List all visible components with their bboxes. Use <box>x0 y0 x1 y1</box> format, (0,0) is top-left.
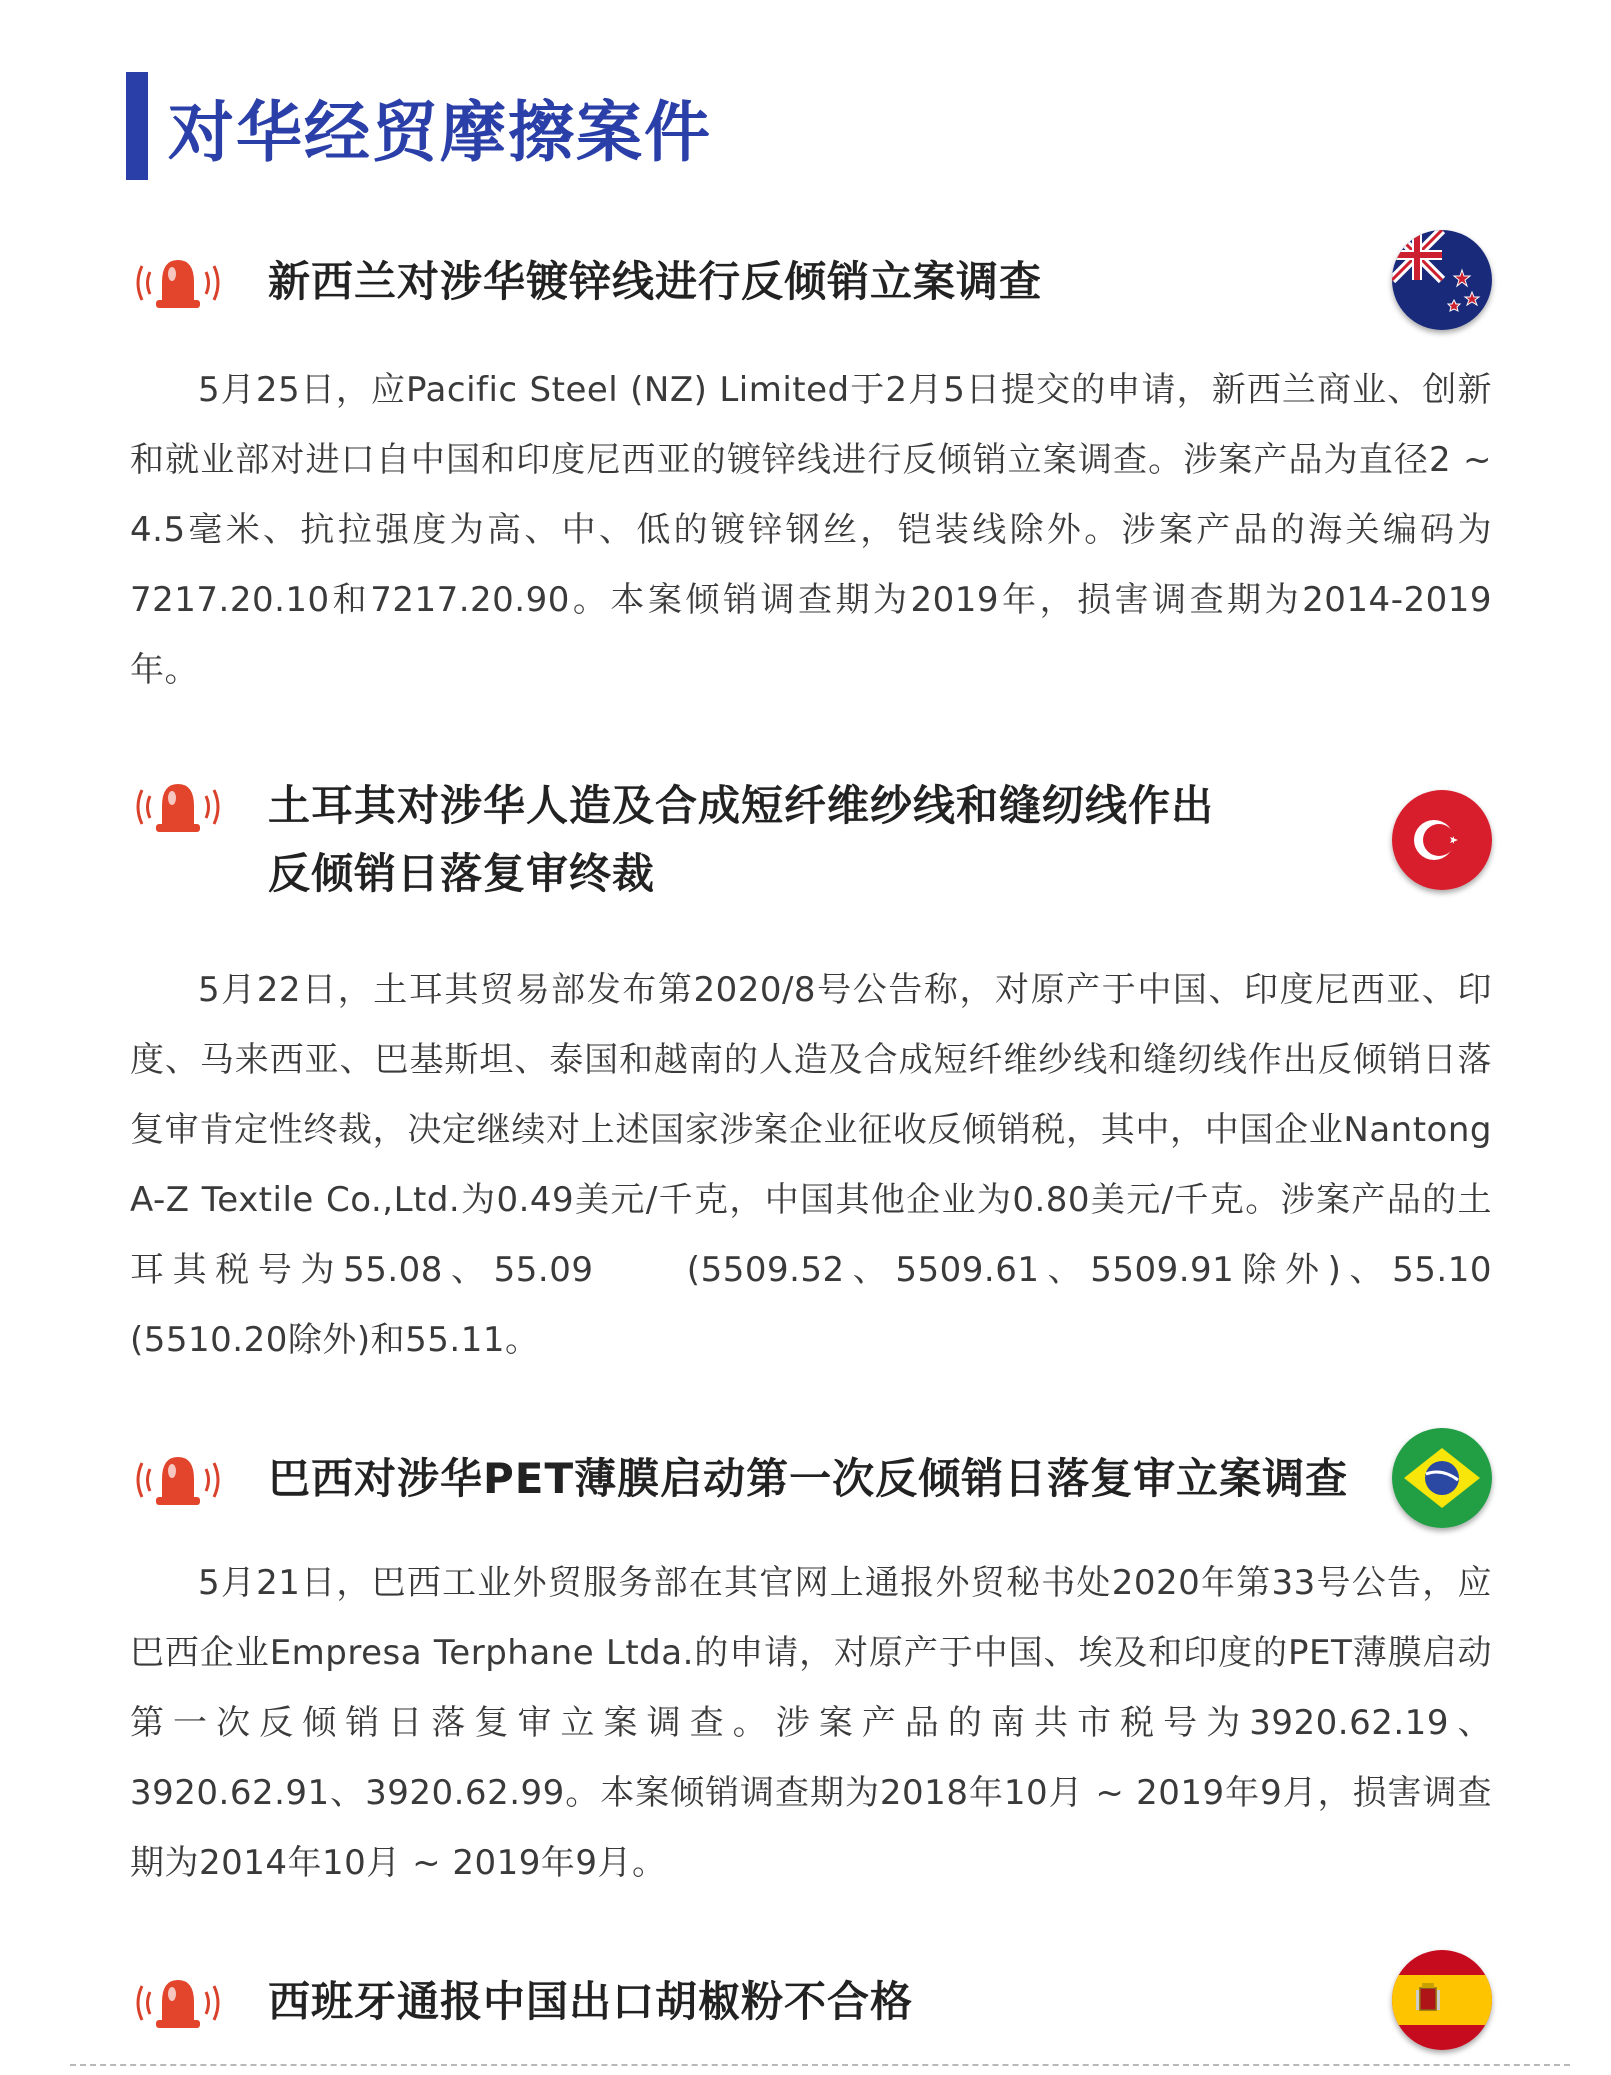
page-title: 对华经贸摩擦案件 <box>168 93 712 171</box>
spain-flag-icon <box>1392 1950 1492 2050</box>
brazil-flag-icon <box>1392 1428 1492 1528</box>
header-accent-bar <box>126 72 148 180</box>
case-title <box>268 1445 1348 1513</box>
alarm-bell-icon <box>128 248 228 318</box>
case-title-line: 土耳其对涉华人造及合成短纤维纱线和缝纫线作出 <box>268 781 1215 830</box>
case-body: 5月25日，应Pacific Steel (NZ) Limited于2月5日提交的申请，新西兰商业、创新和就业部对进口自中国和印度尼西亚的镀锌线进行反倾销立案调查。涉案产品为直径2 ~ 4.5毫米、抗拉强度为高、中、低的镀锌钢丝，铠装线除外。涉案产品的海关编码为7217.20.10和7217.20.90。本案倾销调查期为2019年，损害调查期为2014-2019年。 <box>130 370 1492 690</box>
alarm-bell-icon <box>128 772 228 842</box>
new-zealand-flag-icon <box>1392 230 1492 330</box>
alarm-bell-icon <box>128 1968 228 2038</box>
case-title <box>268 1968 913 2036</box>
case-title-line: 新西兰对涉华镀锌线进行反倾销立案调查 <box>268 257 1043 306</box>
case-title-line: 反倾销日落复审终裁 <box>268 849 656 898</box>
case-body: 5月21日，巴西工业外贸服务部在其官网上通报外贸秘书处2020年第33号公告，应巴西企业Empresa Terphane Ltda.的申请，对原产于中国、埃及和印度的PET薄膜启动第一次反倾销日落复审立案调查。涉案产品的南共市税号为3920.62.19、3920.62.91、3920.62.99。本案倾销调查期为2018年10月 ~ 2019年9月，损害调查期为2014年10月 ~ 2019年9月。 <box>130 1563 1492 1883</box>
page-header <box>126 72 712 180</box>
case-title <box>268 248 1042 316</box>
alarm-bell-icon <box>128 1445 228 1515</box>
case-body: 5月22日，土耳其贸易部发布第2020/8号公告称，对原产于中国、印度尼西亚、印度、马来西亚、巴基斯坦、泰国和越南的人造及合成短纤维纱线和缝纫线作出反倾销日落复审肯定性终裁，决定继续对上述国家涉案企业征收反倾销税，其中，中国企业Nantong A-Z Textile Co.,Ltd.为0.49美元/千克，中国其他企业为0.80美元/千克。涉案产品的土耳其税号为55.08、55.09 (5509.52、5509.61、5509.91除外)、55.10 (5510.20除外)和55.11。 <box>130 970 1492 1360</box>
case-title <box>268 772 1214 908</box>
case-title-line: 西班牙通报中国出口胡椒粉不合格 <box>268 1977 914 2026</box>
turkey-flag-icon <box>1392 790 1492 890</box>
case-title-line: 巴西对涉华PET薄膜启动第一次反倾销日落复审立案调查 <box>268 1454 1349 1503</box>
bottom-divider <box>70 2064 1570 2066</box>
